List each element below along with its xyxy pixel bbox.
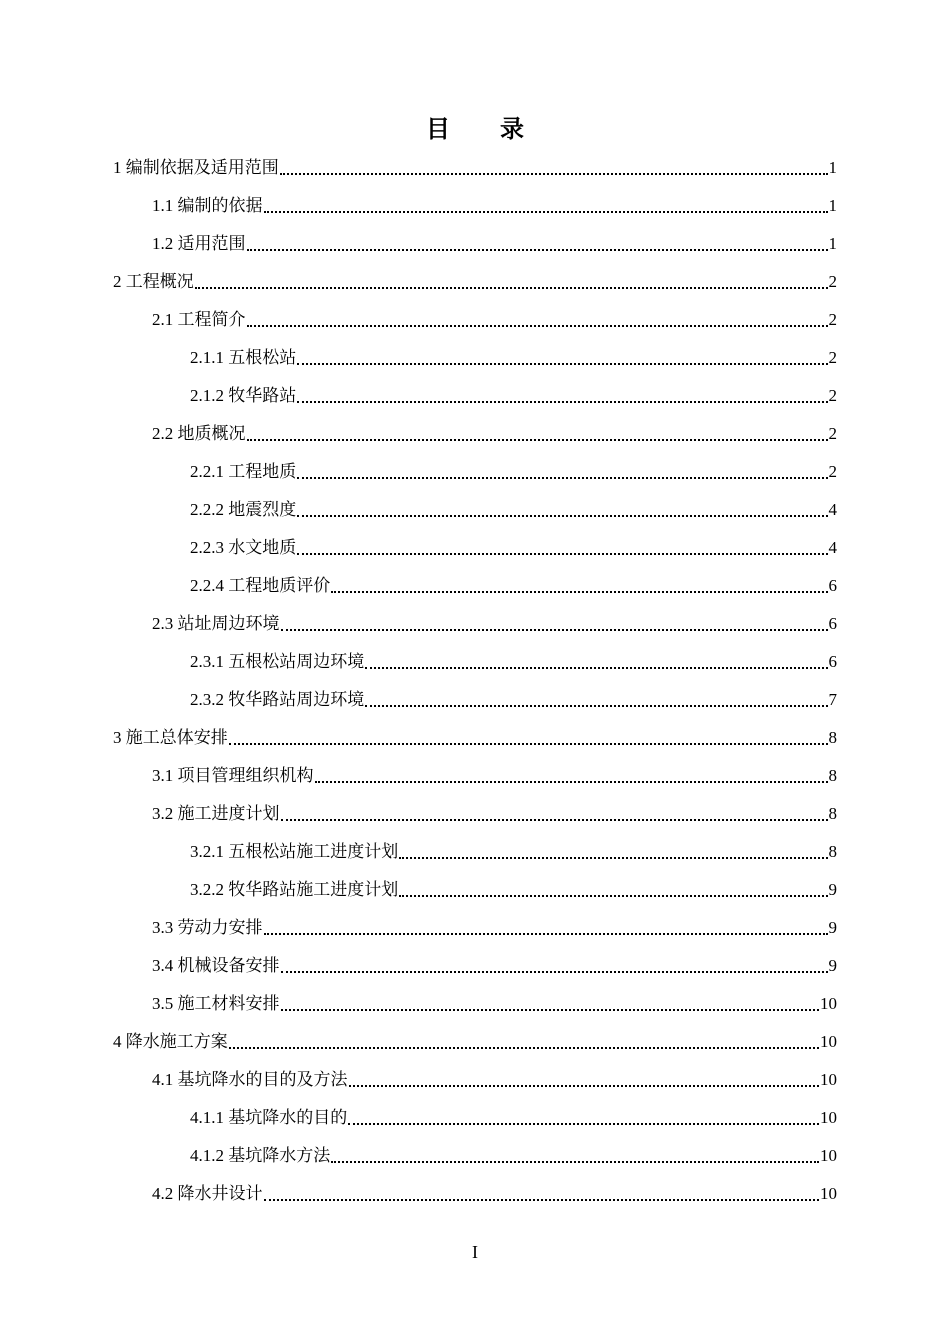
toc-dot-leader xyxy=(195,286,828,289)
toc-entry[interactable] xyxy=(152,985,837,1023)
toc-dot-leader xyxy=(297,362,827,365)
toc-entry-label: 4.1.1 基坑降水的目的 xyxy=(190,1108,348,1127)
toc-entry-label: 2.3 站址周边环境 xyxy=(152,614,280,633)
toc-entry-label: 2.1.1 五根松站 xyxy=(190,348,297,367)
toc-entry[interactable] xyxy=(190,491,837,529)
toc-dot-leader xyxy=(280,172,828,175)
toc-dot-leader xyxy=(281,970,828,973)
toc-entry-label: 3.2.2 牧华路站施工进度计划 xyxy=(190,880,399,899)
toc-entry[interactable] xyxy=(190,377,837,415)
footer-page-number: I xyxy=(472,1242,478,1262)
toc-entry-label: 2 工程概况 xyxy=(113,272,194,291)
toc-title: 目 录 xyxy=(426,117,546,143)
toc-entry-label: 3.2 施工进度计划 xyxy=(152,804,280,823)
toc-entry-page: 2 xyxy=(828,348,837,367)
toc-entry-label: 3.2.1 五根松站施工进度计划 xyxy=(190,842,399,861)
toc-dot-leader xyxy=(348,1122,819,1125)
toc-dot-leader xyxy=(281,1008,820,1011)
toc-entry-page: 8 xyxy=(828,804,837,823)
toc-dot-leader xyxy=(297,476,827,479)
toc-entry-label: 3.4 机械设备安排 xyxy=(152,956,280,975)
toc-entry[interactable] xyxy=(152,605,837,643)
toc-dot-leader xyxy=(247,438,828,441)
toc-entry[interactable] xyxy=(190,681,837,719)
toc-entry-label: 2.2.2 地震烈度 xyxy=(190,500,297,519)
toc-dot-leader xyxy=(247,324,828,327)
toc-entry[interactable] xyxy=(152,1175,837,1213)
toc-entry[interactable] xyxy=(190,453,837,491)
toc-entry[interactable] xyxy=(190,643,837,681)
toc-entry[interactable] xyxy=(190,1137,837,1175)
toc-dot-leader xyxy=(365,666,827,669)
toc-entry[interactable] xyxy=(152,757,837,795)
toc-dot-leader xyxy=(349,1084,820,1087)
toc-dot-leader xyxy=(315,780,828,783)
toc-entry-label: 3 施工总体安排 xyxy=(113,728,228,747)
toc-entry[interactable] xyxy=(152,301,837,339)
toc-dot-leader xyxy=(264,1198,820,1201)
toc-entry[interactable] xyxy=(152,947,837,985)
toc-entry-page: 2 xyxy=(828,424,837,443)
toc-entry-label: 2.3.2 牧华路站周边环境 xyxy=(190,690,365,709)
toc-entry-page: 7 xyxy=(828,690,837,709)
toc-entry-page: 10 xyxy=(820,1032,837,1051)
toc-entry-page: 10 xyxy=(820,1146,837,1165)
toc-entry-label: 3.5 施工材料安排 xyxy=(152,994,280,1013)
toc-entry-page: 6 xyxy=(828,576,837,595)
toc-dot-leader xyxy=(297,514,827,517)
toc-entry-page: 1 xyxy=(828,234,837,253)
toc-entry-page: 2 xyxy=(828,462,837,481)
toc-entry[interactable] xyxy=(152,795,837,833)
toc-entry-label: 2.3.1 五根松站周边环境 xyxy=(190,652,365,671)
toc-entry-page: 2 xyxy=(828,272,837,291)
toc-entry[interactable] xyxy=(190,339,837,377)
toc-dot-leader xyxy=(297,552,827,555)
toc-entry-page: 10 xyxy=(820,1184,837,1203)
toc-dot-leader xyxy=(229,742,828,745)
toc-entry[interactable] xyxy=(113,1023,837,1061)
toc-entry-label: 2.1.2 牧华路站 xyxy=(190,386,297,405)
toc-dot-leader xyxy=(281,818,828,821)
toc-entry-page: 9 xyxy=(828,918,837,937)
toc-entry-label: 2.1 工程简介 xyxy=(152,310,246,329)
toc-entry[interactable] xyxy=(113,263,837,301)
toc-entry-page: 4 xyxy=(828,500,837,519)
toc-entry[interactable] xyxy=(152,225,837,263)
toc-dot-leader xyxy=(399,856,827,859)
toc-entry-page: 10 xyxy=(820,994,837,1013)
toc-entry[interactable] xyxy=(113,149,837,187)
toc-dot-leader xyxy=(331,1160,819,1163)
toc-entry-page: 10 xyxy=(820,1108,837,1127)
toc-entry-page: 6 xyxy=(828,614,837,633)
toc-entry-page: 6 xyxy=(828,652,837,671)
toc-entry-label: 3.3 劳动力安排 xyxy=(152,918,263,937)
toc-entry-label: 4.2 降水井设计 xyxy=(152,1184,263,1203)
toc-entry-page: 8 xyxy=(828,842,837,861)
toc-entry-page: 8 xyxy=(828,728,837,747)
toc-entry-label: 1.2 适用范围 xyxy=(152,234,246,253)
toc-entry-page: 9 xyxy=(828,956,837,975)
toc-entry-page: 2 xyxy=(828,386,837,405)
toc-entry[interactable] xyxy=(190,833,837,871)
toc-dot-leader xyxy=(331,590,827,593)
toc-dot-leader xyxy=(281,628,828,631)
toc-entry-label: 4 降水施工方案 xyxy=(113,1032,228,1051)
toc-entry-page: 2 xyxy=(828,310,837,329)
toc-entry-label: 2.2.4 工程地质评价 xyxy=(190,576,331,595)
toc-entry-page: 10 xyxy=(820,1070,837,1089)
toc-dot-leader xyxy=(264,210,828,213)
toc-entry-label: 4.1 基坑降水的目的及方法 xyxy=(152,1070,348,1089)
toc-entry[interactable] xyxy=(190,871,837,909)
toc-dot-leader xyxy=(365,704,827,707)
toc-entry-label: 3.1 项目管理组织机构 xyxy=(152,766,314,785)
toc-entry[interactable] xyxy=(190,567,837,605)
toc-entry[interactable] xyxy=(152,1061,837,1099)
toc-dot-leader xyxy=(297,400,827,403)
toc-entry-page: 4 xyxy=(828,538,837,557)
toc-entry-label: 2.2.1 工程地质 xyxy=(190,462,297,481)
toc-entry[interactable] xyxy=(152,187,837,225)
toc-entry-label: 4.1.2 基坑降水方法 xyxy=(190,1146,331,1165)
toc-entry-page: 9 xyxy=(828,880,837,899)
toc-entry-page: 8 xyxy=(828,766,837,785)
toc-entry-label: 1.1 编制的依据 xyxy=(152,196,263,215)
toc-entry-label: 1 编制依据及适用范围 xyxy=(113,158,279,177)
toc-entry[interactable] xyxy=(113,719,837,757)
toc-entry[interactable] xyxy=(152,909,837,947)
toc-entry-page: 1 xyxy=(828,158,837,177)
toc-dot-leader xyxy=(399,894,827,897)
toc-dot-leader xyxy=(247,248,828,251)
toc-dot-leader xyxy=(264,932,828,935)
toc-dot-leader xyxy=(229,1046,819,1049)
toc-entry-label: 2.2.3 水文地质 xyxy=(190,538,297,557)
toc-entry-page: 1 xyxy=(828,196,837,215)
toc-entry[interactable] xyxy=(190,1099,837,1137)
toc-entry[interactable] xyxy=(152,415,837,453)
toc-entry-label: 2.2 地质概况 xyxy=(152,424,246,443)
toc-entry[interactable] xyxy=(190,529,837,567)
